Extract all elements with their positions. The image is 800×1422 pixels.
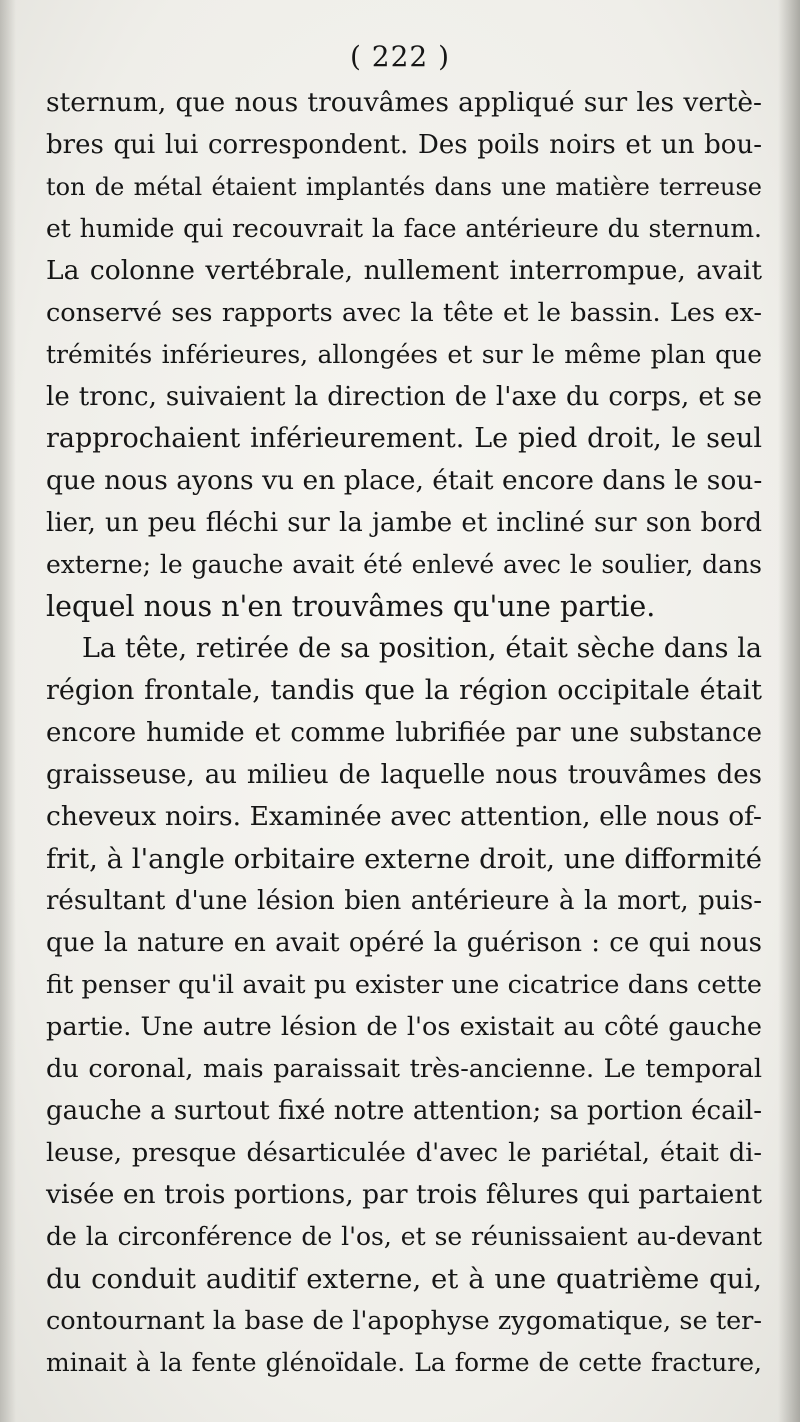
text-line: lier, un peu fléchi sur la jambe et incliné sur son bord [46,508,762,538]
page-edge-shadow-right [778,0,800,1422]
text-line: conservé ses rapports avec la tête et le bassin. Les ex- [46,298,762,328]
text-line: gauche a surtout fixé notre attention; sa portion écail- [46,1096,762,1126]
text-line: région frontale, tandis que la région occipitale était [46,675,762,706]
text-line: bres qui lui correspondent. Des poils noirs et un bou- [46,130,762,160]
text-line: frit, à l'angle orbitaire externe droit, une difformité [46,843,763,875]
text-line: externe; le gauche avait été enlevé avec le soulier, dans [46,550,762,579]
page-edge-shadow-left [0,0,16,1422]
text-line: rapprochaient inférieurement. Le pied droit, le seul [46,423,762,454]
text-line: La tête, retirée de sa position, était sèche dans la [82,633,762,664]
text-line: partie. Une autre lésion de l'os existait au côté gauche [46,1012,762,1042]
page-number: ( 222 ) [349,40,451,73]
text-line: cheveux noirs. Examinée avec attention, elle nous of- [46,801,762,832]
text-line: sternum, que nous trouvâmes appliqué sur les vertè- [46,87,762,118]
text-line: résultant d'une lésion bien antérieure à la mort, puis- [46,886,762,916]
text-line: que nous ayons vu en place, était encore dans le sou- [46,465,763,496]
text-line: le tronc, suivaient la direction de l'axe du corps, et se [46,382,762,412]
text-line: visée en trois portions, par trois fêlures qui partaient [46,1179,762,1210]
text-line: minait à la fente glénoïdale. La forme de cette fracture, [46,1348,762,1377]
text-line: et humide qui recouvrait la face antérieure du sternum. [46,214,762,243]
text-line: fit penser qu'il avait pu exister une cicatrice dans cette [46,970,762,1000]
text-line: lequel nous n'en trouvâmes qu'une partie. [46,590,656,623]
text-line: du conduit auditif externe, et à une quatrième qui, [46,1263,762,1295]
text-line: La colonne vertébrale, nullement interrompue, avait [46,255,762,286]
text-line: ton de métal étaient implantés dans une matière terreuse [46,173,762,201]
text-line: leuse, presque désarticulée d'avec le pariétal, était di- [46,1138,762,1168]
text-line: encore humide et comme lubrifiée par une substance [46,718,762,748]
text-line: que la nature en avait opéré la guérison : ce qui nous [46,928,762,958]
text-line: contournant la base de l'apophyse zygomatique, se ter- [46,1306,762,1336]
text-line: graisseuse, au milieu de laquelle nous trouvâmes des [46,760,762,790]
text-line: trémités inférieures, allongées et sur le même plan que [46,340,762,369]
text-line: du coronal, mais paraissait très-ancienne. Le temporal [46,1054,762,1084]
body-text [46,82,762,1384]
text-line: de la circonférence de l'os, et se réunissaient au-devant [46,1222,762,1251]
